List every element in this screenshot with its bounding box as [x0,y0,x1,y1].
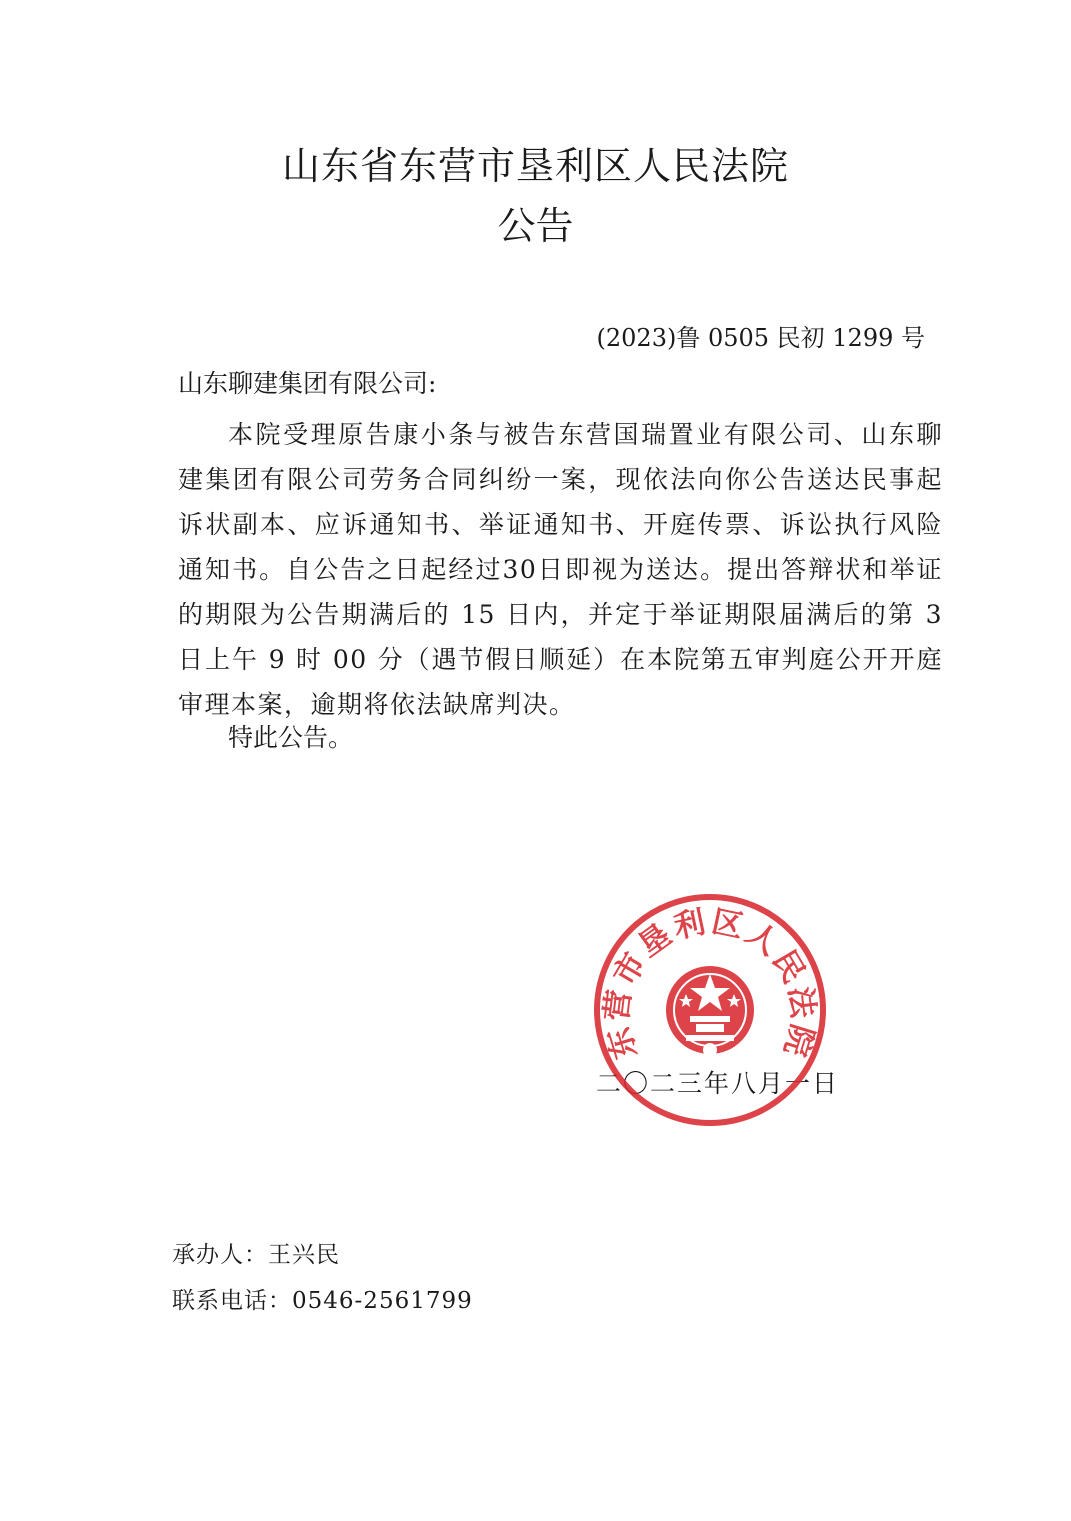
case-number: (2023)鲁 0505 民初 1299 号 [596,324,925,352]
handler-label: 承办人： [172,1242,268,1268]
court-seal-icon [590,890,830,1130]
case-handler [172,1238,340,1272]
national-emblem-icon [666,966,754,1057]
contact-phone [172,1284,473,1318]
seal-text: 东营市垦利区人民法院 [598,903,822,1064]
issue-date: 二〇二三年八月一日 [596,1069,840,1098]
phone-number: 0546-2561799 [292,1288,473,1314]
notice-body: 本院受理原告康小条与被告东营国瑞置业有限公司、山东聊建集团有限公司劳务合同纠纷一案，现依法向你公告送达民事起诉状副本、应诉通知书、举证通知书、开庭传票、诉讼执行风险通知书。自公告之日起经过30日即视为送达。提出答辩状和举证的期限为公告期满后的 15 日内，并定于举证期限届满后的第 3 日上午 9 时 00 分（遇节假日顺延）在本院第五审判庭公开开庭审理本案，逾期将依法缺席判决。 [178,420,943,719]
court-name-heading: 山东省东营市垦利区人民法院 [281,144,789,188]
addressee: 山东聊建集团有限公司: [178,369,437,398]
document-type-heading: 公告 [497,204,574,248]
phone-label: 联系电话： [172,1288,292,1314]
closing-line: 特此公告。 [228,723,354,752]
handler-name: 王兴民 [268,1242,340,1268]
